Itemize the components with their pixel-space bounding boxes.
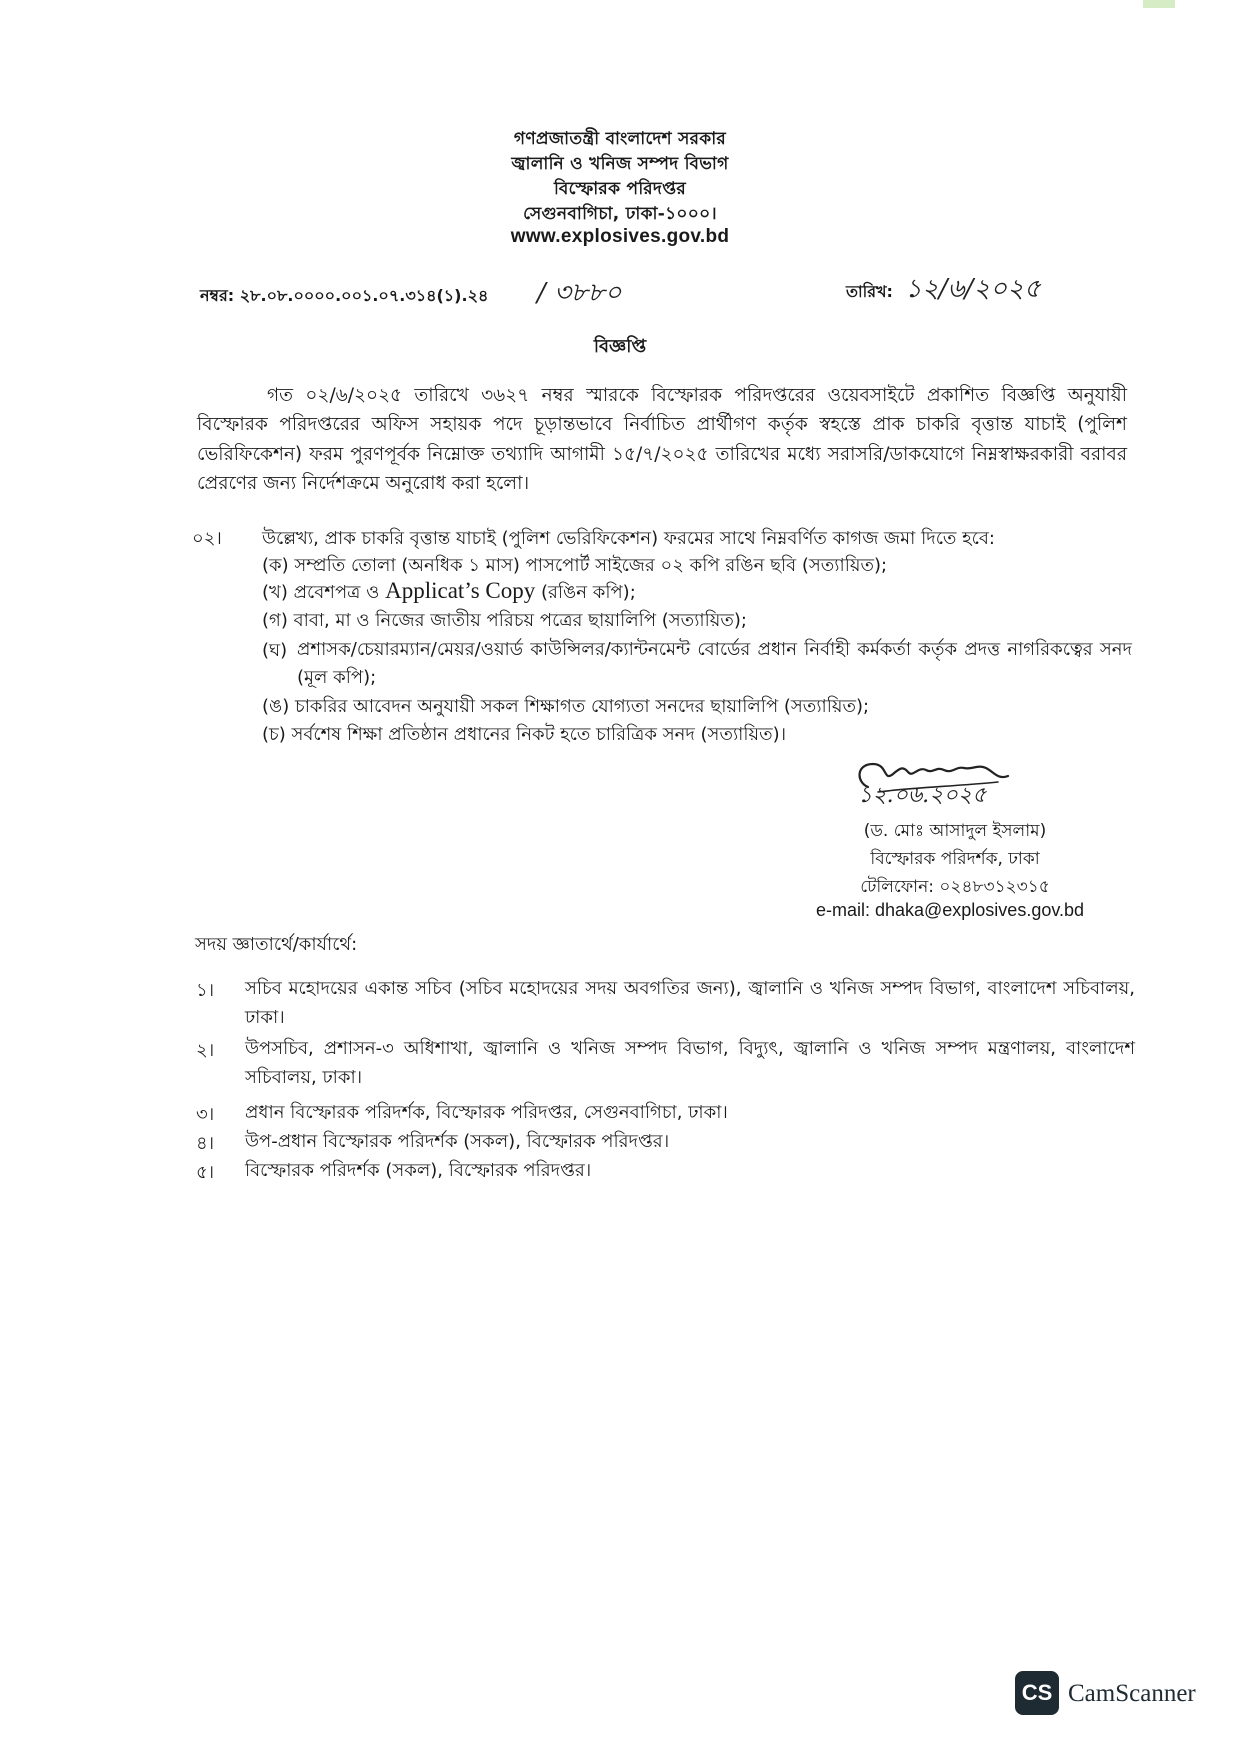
list-item xyxy=(262,636,1132,692)
list-item xyxy=(262,578,636,609)
list-marker: (ঙ) xyxy=(262,696,290,717)
signature-date-handwritten: ১২.০৬.২০২৫ xyxy=(858,783,987,808)
list-marker: (গ) xyxy=(262,610,288,631)
section-number: ০২। xyxy=(192,528,222,549)
cc-number: ২। xyxy=(196,1040,215,1061)
list-item xyxy=(262,692,869,723)
cc-text: উপ-প্রধান বিস্ফোরক পরিদর্শক (সকল), বিস্ফোরক পরিদপ্তর। xyxy=(245,1131,670,1152)
cc-heading: সদয় জ্ঞাতার্থে/কার্যার্থে: xyxy=(195,934,358,955)
list-text: চাকরির আবেদন অনুযায়ী সকল শিক্ষাগত যোগ্যতা সনদের ছায়ালিপি (সত্যায়িত); xyxy=(294,696,870,717)
memo-number: নম্বর: ২৮.০৮.০০০০.০০১.০৭.৩১৪(১).২৪ xyxy=(200,286,489,305)
section-intro: উল্লেখ্য, প্রাক চাকরি বৃত্তান্ত যাচাই (পুলিশ ভেরিফিকেশন) ফরমের সাথে নিম্নবর্ণিত কাগজ জমা দিতে হবে: xyxy=(262,528,995,549)
letterhead-government: গণপ্রজাতন্ত্রী বাংলাদেশ সরকার xyxy=(513,129,727,149)
list-marker: (চ) xyxy=(262,724,286,745)
list-marker: (ঘ) xyxy=(262,640,288,661)
date-label: তারিখ: xyxy=(846,282,893,301)
cc-text: উপসচিব, প্রশাসন-৩ অধিশাখা, জ্বালানি ও খনিজ সম্পদ বিভাগ, বিদ্যুৎ, জ্বালানি ও খনিজ সম্পদ মন্ত্রণালয়, বাংলাদেশ সচিবালয়, ঢাকা। xyxy=(245,1038,1135,1088)
notice-paragraph: গত ০২/৬/২০২৫ তারিখে ৩৬২৭ নম্বর স্মারকে বিস্ফোরক পরিদপ্তরের ওয়েবসাইটে প্রকাশিত বিজ্ঞপ্তি অনুযায়ী বিস্ফোরক পরিদপ্তরের অফিস সহায়ক পদে চূড়ান্তভাবে নির্বাচিত প্রার্থীগণ কর্তৃক স্বহস্তে প্রাক চাকরি বৃত্তান্ত যাচাই (পুলিশ ভেরিফিকেশন) ফরম পুরণপূর্বক নিম্নোক্ত তথ্যাদি আগামী ১৫/৭/২০২৫ তারিখের মধ্যে সরাসরি/ডাকযোগে নিম্নস্বাক্ষরকারী বরাবর প্রেরণের জন্য নির্দেশক্রমে অনুরোধ করা হলো। xyxy=(197,385,1127,494)
signatory-email: e-mail: dhaka@explosives.gov.bd xyxy=(815,900,1085,920)
cc-number: ৩। xyxy=(196,1104,215,1125)
list-item xyxy=(262,720,786,751)
letterhead-division: জ্বালানি ও খনিজ সম্পদ বিভাগ xyxy=(511,154,729,174)
list-text: (রঙিন কপি); xyxy=(540,582,636,603)
list-item xyxy=(262,606,747,637)
letterhead-department: বিস্ফোরক পরিদপ্তর xyxy=(553,179,686,199)
list-marker: (খ) xyxy=(262,582,288,603)
scan-smudge xyxy=(1143,0,1175,8)
signatory-name: (ড. মোঃ আসাদুল ইসলাম) xyxy=(863,821,1047,841)
list-text: সর্বশেষ শিক্ষা প্রতিষ্ঠান প্রধানের নিকট হতে চারিত্রিক সনদ (সত্যায়িত)। xyxy=(291,724,787,745)
cc-number: ৪। xyxy=(196,1133,215,1154)
camscanner-brand: CamScanner xyxy=(1068,1680,1196,1707)
letterhead-address: সেগুনবাগিচা, ঢাকা-১০০০। xyxy=(523,204,717,224)
list-text: প্রশাসক/চেয়ারম্যান/মেয়র/ওয়ার্ড কাউন্সিলর/ক্যান্টনমেন্ট বোর্ডের প্রধান নির্বাহী কর্মকর্তা কর্তৃক প্রদত্ত নাগরিকত্বের সনদ (মূল কপি); xyxy=(297,639,1132,688)
cc-number: ৫। xyxy=(196,1162,215,1183)
cc-text: সচিব মহোদয়ের একান্ত সচিব (সচিব মহোদয়ের সদয় অবগতির জন্য), জ্বালানি ও খনিজ সম্পদ বিভাগ, বাংলাদেশ সচিবালয়, ঢাকা। xyxy=(245,978,1135,1028)
list-text-english: Applicat’s Copy xyxy=(385,578,536,603)
camscanner-logo-icon: CS xyxy=(1015,1671,1059,1715)
notice-title: বিজ্ঞপ্তি xyxy=(593,336,647,357)
list-text: সম্প্রতি তোলা (অনধিক ১ মাস) পাসপোর্ট সাইজের ০২ কপি রঙিন ছবি (সত্যায়িত); xyxy=(294,555,888,576)
date-handwritten: ১২/৬/২০২৫ xyxy=(905,274,1041,304)
list-marker: (ক) xyxy=(262,555,289,576)
signatory-phone: টেলিফোন: ০২৪৮৩১২৩১৫ xyxy=(860,877,1050,897)
cc-text: প্রধান বিস্ফোরক পরিদর্শক, বিস্ফোরক পরিদপ্তর, সেগুনবাগিচা, ঢাকা। xyxy=(245,1102,728,1123)
list-text: প্রবেশপত্র ও xyxy=(293,582,380,603)
memo-number-handwritten: / ৩৮৮০ xyxy=(537,278,622,308)
signatory-designation: বিস্ফোরক পরিদর্শক, ঢাকা xyxy=(870,849,1040,869)
letterhead-website: www.explosives.gov.bd xyxy=(510,226,730,247)
cc-number: ১। xyxy=(196,980,215,1001)
list-text: বাবা, মা ও নিজের জাতীয় পরিচয় পত্রের ছায়ালিপি (সত্যায়িত); xyxy=(293,610,747,631)
cc-text: বিস্ফোরক পরিদর্শক (সকল), বিস্ফোরক পরিদপ্তর। xyxy=(245,1160,592,1181)
